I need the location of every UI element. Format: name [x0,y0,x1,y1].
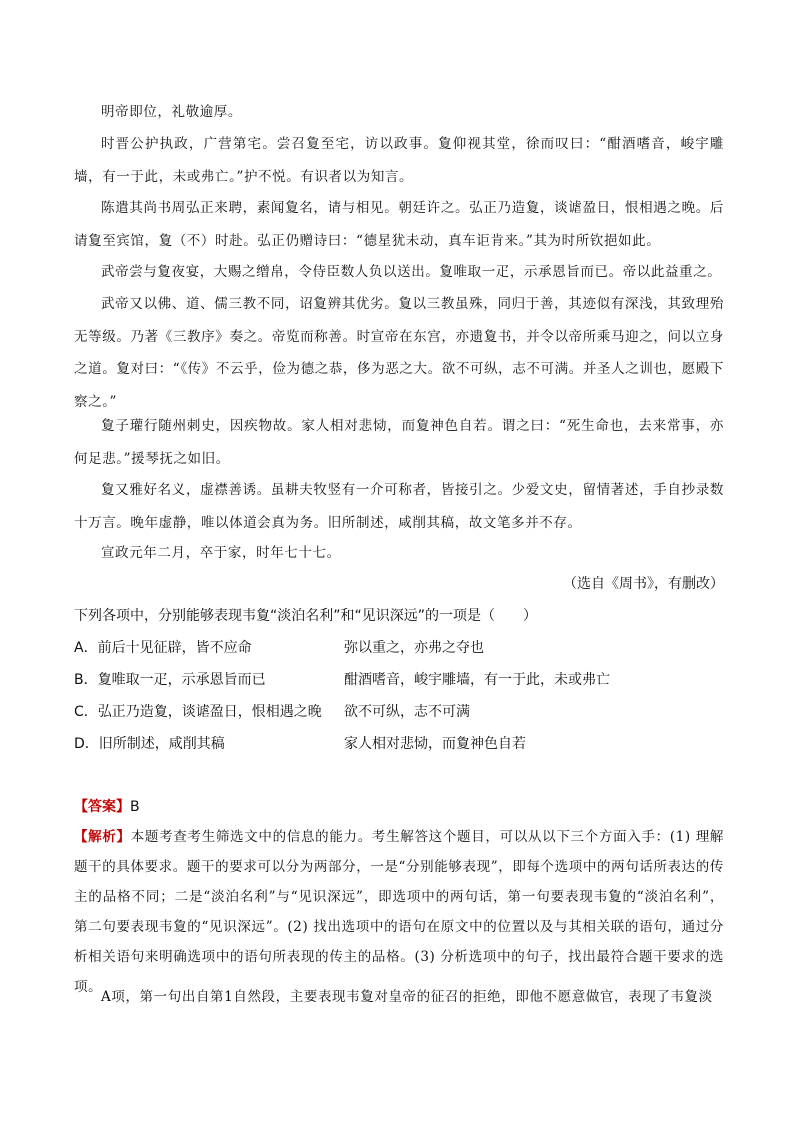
option-c-right: 欲不可纵，志不可满 [344,704,470,720]
passage-paragraph-2: 时晋公护执政，广营第宅。尝召夐至宅，访以政事。夐仰视其堂，徐而叹曰：“酣酒嗜音，峻宇雕墙，有一于此，未或弗亡。”护不悦。有识者以为知言。 [74,136,724,185]
passage-paragraph-8: 宣政元年二月，卒于家，时年七十七。 [101,545,341,561]
option-d-right: 家人相对悲恸，而夐神色自若 [344,736,526,752]
option-d [74,728,724,760]
option-b-right: 酣酒嗜音，峻宇雕墙，有一于此，未或弗亡 [344,672,610,688]
option-d-left: D．旧所制述，咸削其稿 [74,736,225,752]
analysis-text: 本题考查考生筛选文中的信息的能力。考生解答这个题目，可以从以下三个方面入手：(1) 理解题干的具体要求。题干的要求可以分为两部分，一是“分别能够表现”，即每个选项中的两句话所表达的传主的品格不同；二是“淡泊名利”与“见识深远”，即选项中的两句话，第一句要表现韦夐的“淡泊名利”，第二句要表现韦夐的“见识深远”。(2) 找出选项中的语句在原文中的位置以及与其相关联的语句，通过分析相关语句来明确选项中的语句所表现的传主的品格。(3) 分析选项中的句子，找出最符合题干要求的选项。 [74,829,724,995]
passage-paragraph-6: 夐子瓘行随州刺史，因疾物故。家人相对悲恸，而夐神色自若。谓之曰：“死生命也，去来常事，亦何足悲。”援琴抚之如旧。 [74,418,724,467]
option-b-left: B．夐唯取一疋，示承恩旨而已 [74,672,266,688]
analysis-paragraph-2: A项，第一句出自第1自然段，主要表现韦夐对皇帝的征召的拒绝，即他不愿意做官，表现了韦夐淡 [101,989,713,1005]
option-a-left: A．前后十见征辟，皆不应命 [74,640,252,656]
answer-line [74,791,140,823]
option-c [74,696,724,728]
source-citation: （选自《周书》，有删改） [563,576,724,592]
passage-paragraph-1: 明帝即位，礼敬逾厚。 [101,104,242,120]
analysis-paragraph [74,822,724,1002]
passage-paragraph-3: 陈遣其尚书周弘正来聘，素闻夐名，请与相见。朝廷许之。弘正乃造夐，谈谑盈日，恨相遇之晚。后请夐至宾馆，夐（不）时赴。弘正仍赠诗曰：“德星犹未动，真车讵肯来。”其为时所钦挹如此。 [74,200,724,249]
option-a [74,632,724,664]
option-c-left: C．弘正乃造夐，谈谑盈日，恨相遇之晚 [74,704,322,720]
option-a-right: 弥以重之，亦弗之夺也 [344,640,484,656]
answer-value: B [130,799,140,815]
question-stem: 下列各项中，分别能够表现韦夐“淡泊名利”和“见识深远”的一项是（ ） [74,608,538,624]
answer-tag: 【答案】 [74,799,130,815]
analysis-tag: 【解析】 [74,829,131,845]
passage-paragraph-7: 夐又雅好名义，虚襟善诱。虽耕夫牧竖有一介可称者，皆接引之。少爱文史，留情著述，手自抄录数十万言。晚年虚静，唯以体道会真为务。旧所制述，咸削其稿，故文笔多并不存。 [74,482,724,531]
passage-paragraph-5: 武帝又以佛、道、儒三教不同，诏夐辨其优劣。夐以三教虽殊，同归于善，其迹似有深浅，其致理殆无等级。乃著《三教序》奏之。帝览而称善。时宣帝在东宫，亦遗夐书，并令以帝所乘马迎之，问以立身之道。夐对曰：“《传》不云乎，俭为德之恭，侈为恶之大。欲不可纵，志不可满。并圣人之训也，愿殿下察之。” [74,296,724,410]
passage-paragraph-4: 武帝尝与夐夜宴，大赐之缯帛，令侍臣数人负以送出。夐唯取一疋，示承恩旨而已。帝以此益重之。 [101,264,722,280]
option-b [74,664,724,696]
